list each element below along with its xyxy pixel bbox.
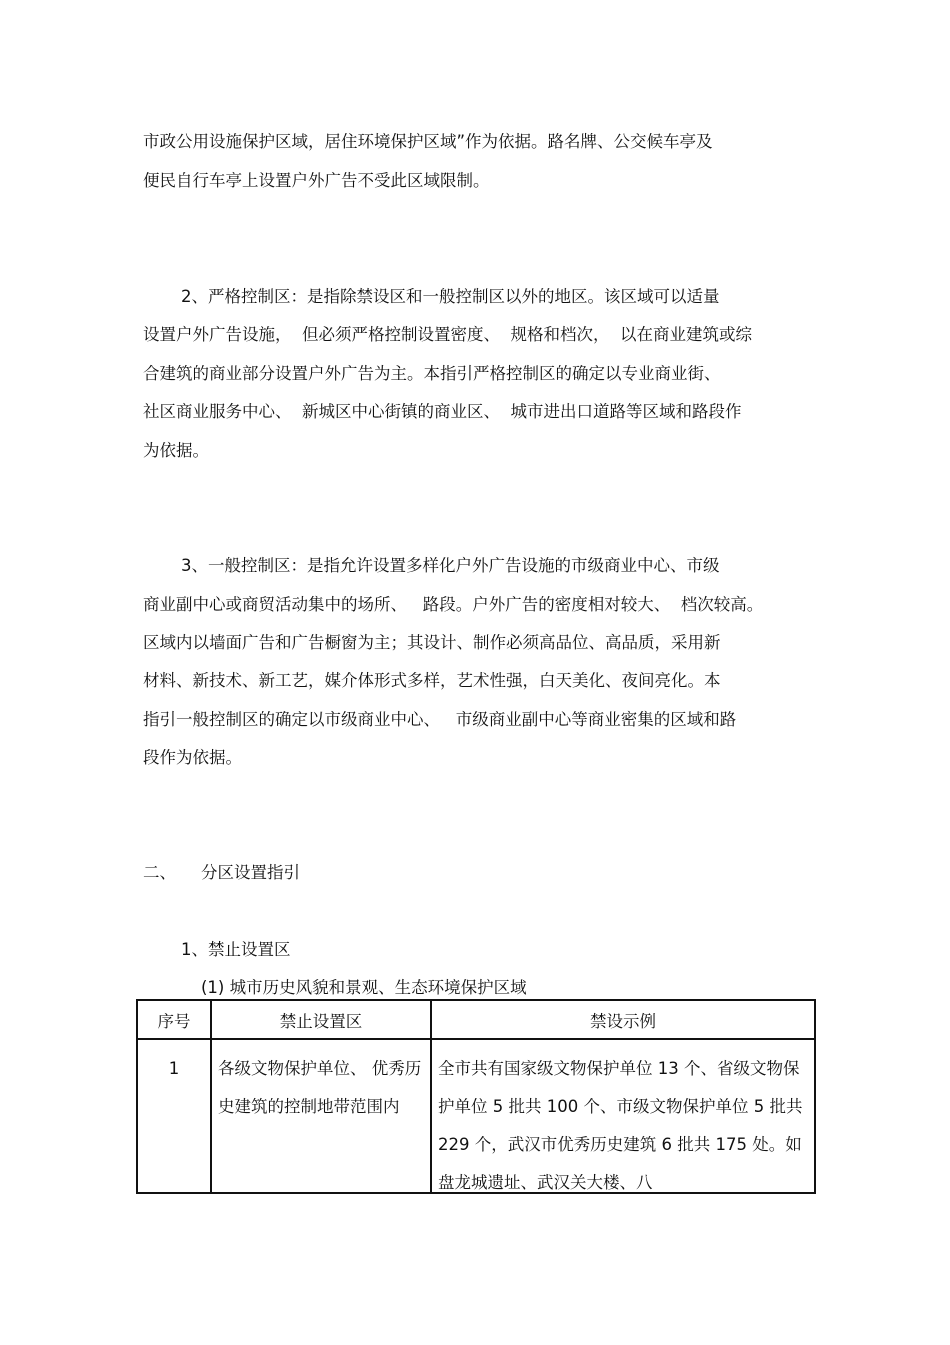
paragraph-2-line-4: 社区商业服务中心、 新城区中心街镇的商业区、 城市进出口道路等区域和路段作 <box>143 402 742 421</box>
paragraph-2-line-3: 合建筑的商业部分设置户外广告为主。本指引严格控制区的确定以专业商业街、 <box>143 364 721 383</box>
paragraph-1-line-2: 便民自行车亭上设置户外广告不受此区域限制。 <box>143 171 490 190</box>
paragraph-3-line-3: 区域内以墙面广告和广告橱窗为主；其设计、制作必须高品位、高品质，采用新 <box>143 633 721 652</box>
paragraph-3-line-4: 材料、新技术、新工艺，媒介体形式多样，艺术性强，白天美化、夜间亮化。本 <box>143 671 721 690</box>
header-serial-number: 序号 <box>137 1000 211 1039</box>
paragraph-3-line-1: 3、一般控制区：是指允许设置多样化户外广告设施的市级商业中心、市级 <box>181 556 720 575</box>
header-prohibited-examples: 禁设示例 <box>431 1000 815 1039</box>
prohibited-zone-table <box>136 999 816 1194</box>
paragraph-2-line-1: 2、严格控制区：是指除禁设区和一般控制区以外的地区。该区域可以适量 <box>181 287 720 306</box>
subsection-title: 1、禁止设置区 <box>181 940 291 959</box>
paragraph-1-line-1: 市政公用设施保护区域，居住环境保护区域”作为依据。路名牌、公交候车亭及 <box>143 132 713 151</box>
row-serial-number-text: 1 <box>168 1059 180 1078</box>
paragraph-3-line-6: 段作为依据。 <box>143 748 242 767</box>
paragraph-3-line-5: 指引一般控制区的确定以市级商业中心、 市级商业副中心等商业密集的区域和路 <box>143 710 737 729</box>
row-serial-number <box>137 1039 211 1193</box>
row-prohibited-zone <box>211 1039 431 1193</box>
section-title: 分区设置指引 <box>201 863 300 882</box>
row-prohibited-examples-text: 全市共有国家级文物保护单位 13 个、省级文物保护单位 5 批共 100 个、市级文物保护单位 5 批共 229 个，武汉市优秀历史建筑 6 批共 175 处。如盘龙城遗址、武汉关大楼、八 <box>438 1059 803 1192</box>
paragraph-3-line-2: 商业副中心或商贸活动集中的场所、 路段。户外广告的密度相对较大、 档次较高。 <box>143 595 764 614</box>
row-prohibited-examples <box>431 1039 815 1193</box>
table-row <box>137 1039 815 1193</box>
section-number: 二、 <box>143 863 176 882</box>
paragraph-2-line-5: 为依据。 <box>143 441 209 460</box>
subsection-item: (1) 城市历史风貌和景观、生态环境保护区域 <box>201 978 527 997</box>
table-header-row <box>137 1000 815 1039</box>
row-prohibited-zone-text: 各级文物保护单位、 优秀历史建筑的控制地带范围内 <box>218 1059 422 1116</box>
paragraph-2-line-2: 设置户外广告设施， 但必须严格控制设置密度、 规格和档次， 以在商业建筑或综 <box>143 325 752 344</box>
header-prohibited-zone: 禁止设置区 <box>211 1000 431 1039</box>
